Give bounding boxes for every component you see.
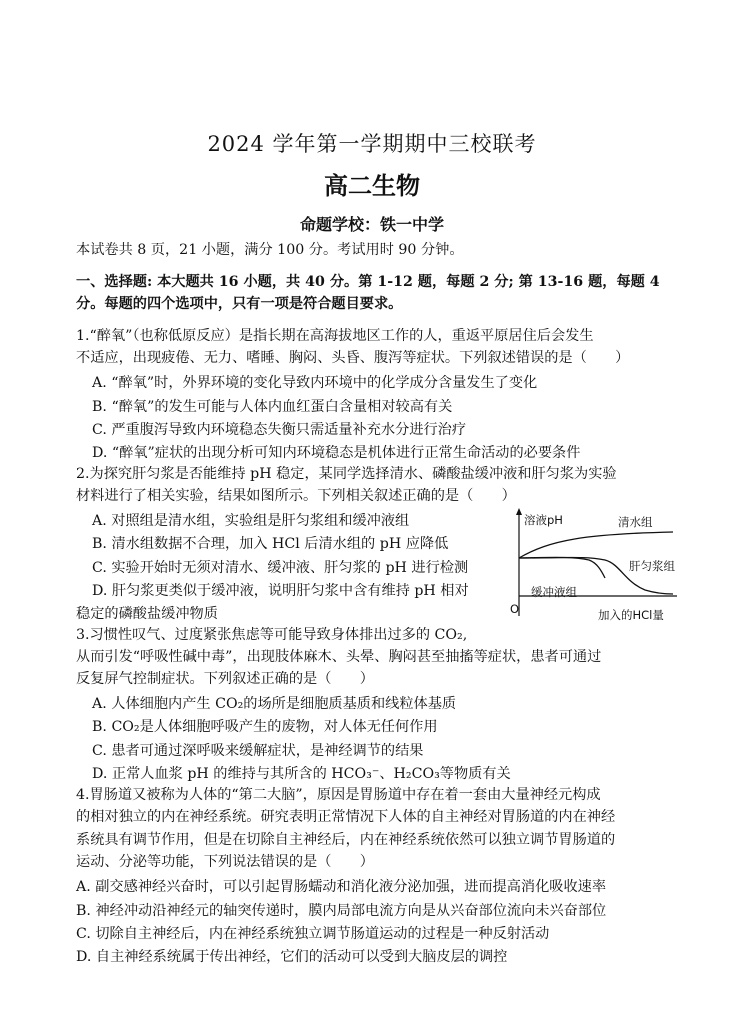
q2-option-d: D. 肝匀浆更类似于缓冲液，说明肝匀浆中含有维持 pH 相对: [92, 583, 469, 599]
section1-heading-line2: 分。每题的四个选项中，只有一项是符合题目要求。: [76, 296, 403, 312]
q4-stem-line4: 运动、分泌等功能，下列说法错误的是（ ）: [76, 854, 374, 870]
q4-option-a: A. 副交感神经兴奋时，可以引起胃肠蠕动和消化液分泌加强，进而提高消化吸收速率: [76, 879, 607, 895]
legend-liver: 肝匀浆组: [629, 559, 675, 573]
series-line-water: [519, 532, 673, 558]
q1-option-a: A. “醉氧”时，外界环境的变化导致内环境中的化学成分含量发生了变化: [92, 375, 538, 391]
series-line-buffer: [519, 557, 605, 578]
q1-option-c: C. 严重腹泻导致内环境稳态失衡只需适量补充水分进行治疗: [92, 422, 467, 438]
q1-option-b: B. “醉氧”的发生可能与人体内血红蛋白含量相对较高有关: [92, 399, 453, 415]
q1-stem-line2: 不适应，出现疲倦、无力、嗜睡、胸闷、头昏、腹泻等症状。下列叙述错误的是（ ）: [76, 350, 630, 366]
q3-stem-line3: 反复屏气控制症状。下列叙述正确的是（ ）: [76, 671, 374, 687]
q1-option-d: D. “醉氧”症状的出现分析可知内环境稳态是机体进行正常生命活动的必要条件: [92, 445, 581, 461]
q3-stem-line2: 从而引发“呼吸性碱中毒”，出现肢体麻木、头晕、胸闷甚至抽搐等症状，患者可通过: [76, 649, 602, 665]
q2-stem-line2: 材料进行了相关实验，结果如图所示。下列相关叙述正确的是（ ）: [76, 488, 516, 504]
q3-option-b: B. CO₂是人体细胞呼吸产生的废物，对人体无任何作用: [92, 719, 438, 735]
exam-title: 2024 学年第一学期期中三校联考: [207, 132, 537, 156]
q2-option-b: B. 清水组数据不合理，加入 HCl 后清水组的 pH 应降低: [92, 536, 449, 552]
q2-option-c: C. 实验开始时无须对清水、缓冲液、肝匀浆的 pH 进行检测: [92, 560, 469, 576]
q4-option-c: C. 切除自主神经后，内在神经系统独立调节肠道运动的过程是一种反射活动: [76, 926, 550, 942]
y-axis-label: 溶液pH: [524, 513, 563, 527]
q3-option-c: C. 患者可通过深呼吸来缓解症状，是神经调节的结果: [92, 743, 424, 759]
q4-stem-line1: 4.胃肠道又被称为人体的“第二大脑”，原因是胃肠道中存在着一套由大量神经元构成: [76, 787, 601, 803]
q2-option-d-cont: 稳定的磷酸盐缓冲物质: [76, 606, 218, 622]
y-axis-arrow: [516, 508, 522, 515]
q3-stem-line1: 3.习惯性叹气、过度紧张焦虑等可能导致身体排出过多的 CO₂,: [76, 627, 468, 643]
origin-label: O: [510, 602, 520, 616]
q4-option-b: B. 神经冲动沿神经元的轴突传递时，膜内局部电流方向是从兴奋部位流向未兴奋部位: [76, 903, 607, 919]
q2-stem-line1: 2.为探究肝匀浆是否能维持 pH 稳定，某同学选择清水、磷酸盐缓冲液和肝匀浆为实验: [76, 466, 617, 482]
x-axis-label: 加入的HCl量: [598, 608, 664, 622]
intro-text: 本试卷共 8 页，21 小题，满分 100 分。考试用时 90 分钟。: [76, 242, 464, 258]
q1-stem-line1: 1.“醉氧”（也称低原反应）是指长期在高海拔地区工作的人，重返平原居住后会发生: [76, 328, 594, 344]
subject-title: 高二生物: [324, 172, 420, 200]
legend-water: 清水组: [618, 515, 653, 529]
q4-option-d: D. 自主神经系统属于传出神经，它们的活动可以受到大脑皮层的调控: [76, 949, 508, 965]
q3-option-d: D. 正常人血浆 pH 的维持与其所含的 HCO₃⁻、H₂CO₃等物质有关: [92, 766, 511, 782]
school-line: 命题学校：铁一中学: [299, 215, 444, 234]
q2-ph-figure: [505, 506, 685, 626]
q4-stem-line2: 的相对独立的内在神经系统。研究表明正常情况下人体的自主神经对胃肠道的内在神经: [76, 809, 616, 825]
legend-buffer: 缓冲液组: [531, 585, 577, 599]
q2-option-a: A. 对照组是清水组，实验组是肝匀浆组和缓冲液组: [92, 513, 410, 529]
section1-heading-line1: 一、选择题: 本大题共 16 小题，共 40 分。第 1-12 题，每题 2 分; 第 13-16 题，每题 4: [76, 274, 660, 290]
q4-stem-line3: 系统具有调节作用，但是在切除自主神经后，内在神经系统依然可以独立调节胃肠道的: [76, 832, 616, 848]
q3-option-a: A. 人体细胞内产生 CO₂的场所是细胞质基质和线粒体基质: [92, 696, 457, 712]
